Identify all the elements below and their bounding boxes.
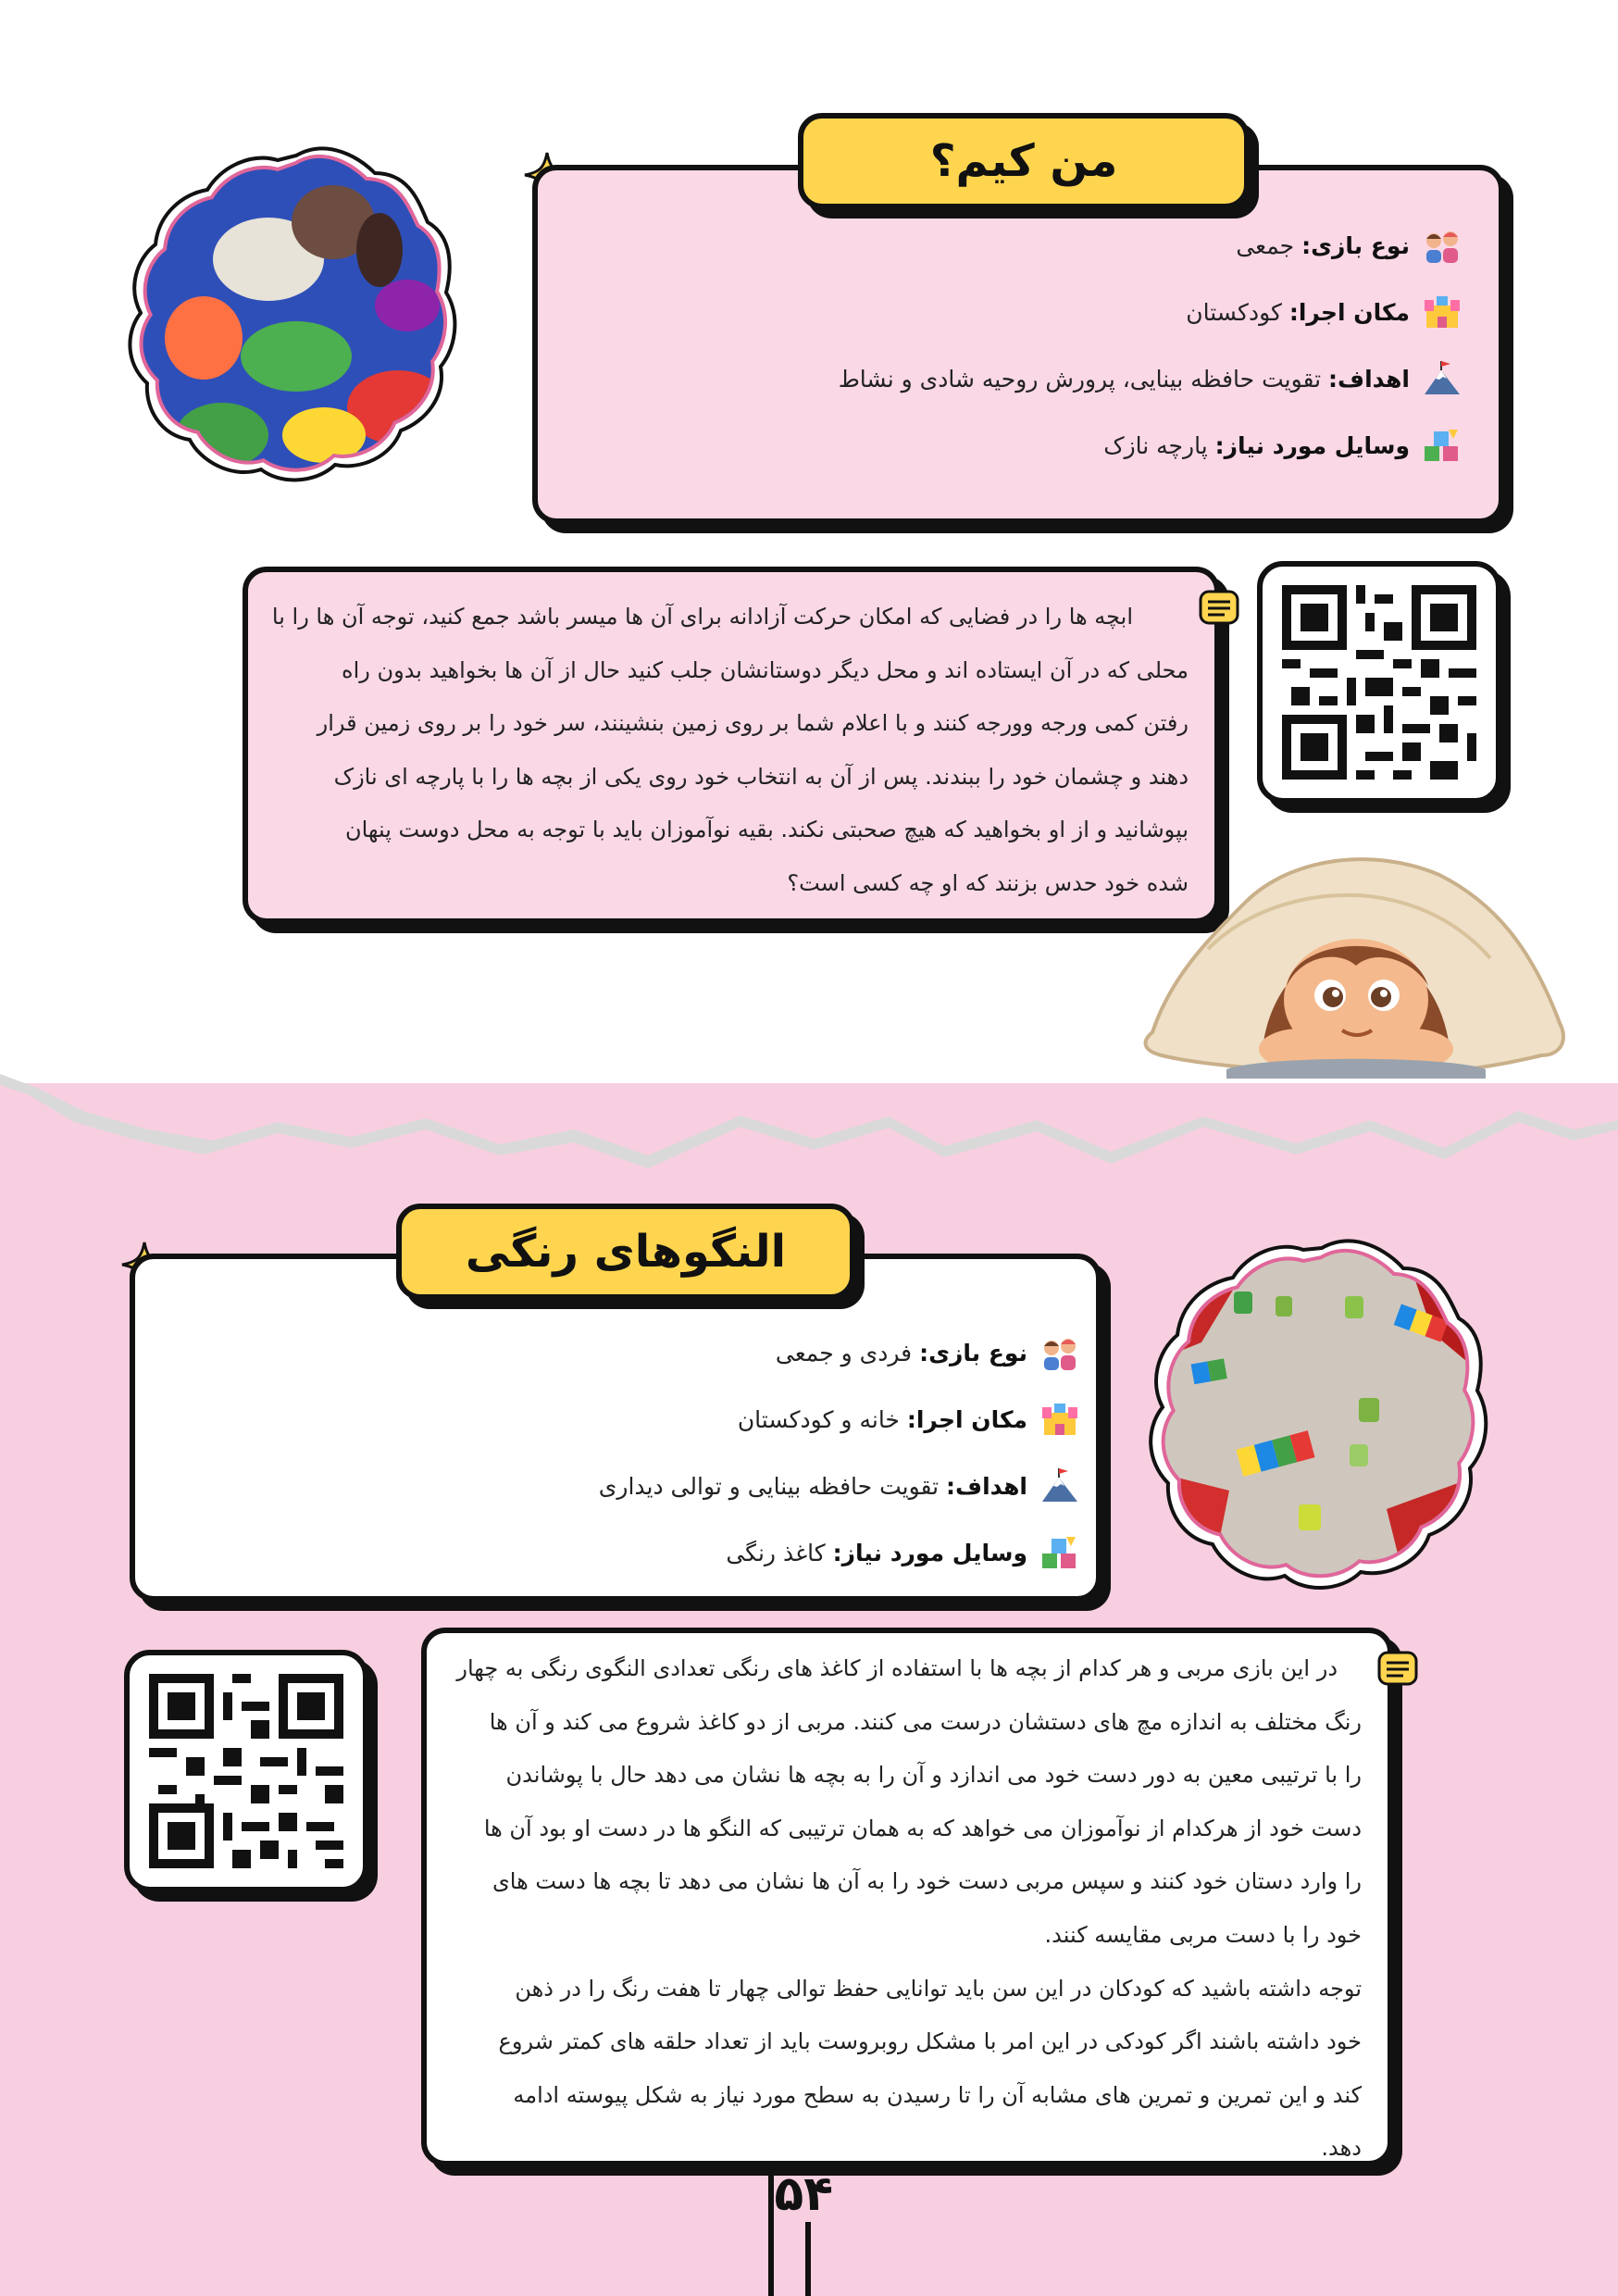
game2-desc-line: خود داشته باشند اگر کودکی در این امر با مشکل روبروست باید از تعداد حلقه های کمتر شروع [498, 2028, 1362, 2055]
game1-title: من کیم؟ [798, 113, 1250, 209]
game1-row-place [1186, 293, 1462, 331]
game2-description-card [421, 1628, 1393, 2166]
game2-row-tools [726, 1533, 1079, 1572]
game2-desc-line: خود را با دست مربی مقایسه کنند. [1044, 1921, 1362, 1948]
mountain-flag-icon [1040, 1466, 1079, 1505]
game2-desc-line: رنگ مختلف به اندازه مچ های دستشان درست می کنند. مربی از دو کاغذ شروع می کند و آن ها [489, 1708, 1362, 1735]
game2-desc-line: در این بازی مربی و هر کدام از بچه ها با استفاده از کاغذ های رنگی تعدادی النگوی رنگی به چهار [456, 1655, 1338, 1681]
game2-desc-line: دست خود از هرکدام از نوآموزان می خواهد که به همان ترتیبی که النگو ها در دست او بود آن ها [483, 1815, 1362, 1841]
child-under-blanket-illustration [1134, 847, 1574, 1088]
game2-info-card [130, 1254, 1101, 1602]
castle-icon [1423, 293, 1462, 331]
game2-row-goals [599, 1466, 1079, 1505]
game1-description [263, 591, 1189, 911]
game1-info-list [721, 226, 1462, 504]
toy-blocks-icon [1423, 426, 1462, 465]
page-number-line-right [805, 2222, 811, 2296]
game2-description [436, 1642, 1362, 2176]
game1-desc-line: رفتن کمی ورجه وورجه کنند و با اعلام شما بر روی زمین بنشینند، سر خود را بر روی زمین قرار [317, 710, 1189, 737]
notepad-icon [1376, 1650, 1419, 1687]
game1-info-card [532, 165, 1504, 524]
game2-desc-line: توجه داشته باشید که کودکان در این سن باید توانایی حفظ توالی چهار تا هفت رنگ را در ذهن [515, 1975, 1362, 2002]
game1-type-text: نوع بازی: جمعی [1236, 231, 1410, 259]
game2-photo [1127, 1231, 1516, 1602]
game2-desc-line: دهد. [1321, 2135, 1362, 2162]
game2-tools-text: وسایل مورد نیاز: کاغذ رنگی [726, 1539, 1027, 1566]
page-number-line-left [768, 2166, 774, 2296]
game1-goals-text: اهداف: تقویت حافظه بینایی، پرورش روحیه شادی و نشاط [838, 365, 1410, 393]
toy-blocks-icon [1040, 1533, 1079, 1572]
game2-desc-line: کند و این تمرین و تمرین های مشابه آن را تا رسیدن به سطح مورد نیاز به شکل پیوسته ادامه [513, 2081, 1362, 2108]
game2-row-type [776, 1333, 1079, 1372]
game2-desc-line: را با ترتیبی معین به دور دست خود می اندازد و آن را به بچه ها نشان می دهد حال با پوشاندن [505, 1762, 1362, 1789]
game1-row-tools [1103, 426, 1462, 465]
game2-type-text: نوع بازی: فردی و جمعی [775, 1339, 1027, 1366]
game1-desc-line: دهند و چشمان خود را ببندند. پس از آن به انتخاب خود روی یکی از بچه ها را با پارچه ای نازک [333, 763, 1189, 790]
qr-pattern [148, 1674, 344, 1868]
page-number: ۵۴ [774, 2166, 833, 2222]
game2-qr-code[interactable] [124, 1650, 368, 1892]
qr-pattern [1281, 585, 1477, 780]
game1-row-goals [839, 359, 1462, 398]
game1-desc-line: شده خود حدس بزنند که او چه کسی است؟ [787, 869, 1189, 896]
mountain-flag-icon [1423, 359, 1462, 398]
game1-desc-line: محلی که در آن ایستاده اند و محل دیگر دوستانشان جلب کنید حال از آن ها بخواهید بدون راه [342, 656, 1189, 683]
game1-description-card [243, 567, 1220, 924]
game1-tools-text: وسایل مورد نیاز: پارچه نازک [1103, 431, 1410, 459]
game2-desc-line: را وارد دستان خود کنند و سپس مربی دست خود را به آن ها نشان می دهد تا بچه ها دست های [492, 1868, 1362, 1895]
kids-group-icon [1040, 1333, 1079, 1372]
game2-row-place [738, 1400, 1079, 1439]
game2-title: النگوهای رنگی [396, 1204, 855, 1300]
game2-place-text: مکان اجرا: خانه و کودکستان [737, 1405, 1027, 1433]
game1-qr-code[interactable] [1257, 561, 1501, 804]
kids-group-icon [1423, 226, 1462, 265]
castle-icon [1040, 1400, 1079, 1439]
game1-row-type [1236, 226, 1462, 265]
game1-desc-line: بپوشانید و از او بخواهید که هیچ صحبتی نکند. بقیه نوآموزان باید با توجه به محل دوست پنهان [344, 817, 1189, 843]
game2-info-list [339, 1333, 1079, 1592]
game1-photo [102, 139, 491, 491]
game1-desc-line: ابچه ها را در فضایی که امکان حرکت آزادانه برای آن ها میسر باشد جمع کنید، توجه آن ها را با [271, 604, 1133, 630]
game1-place-text: مکان اجرا: کودکستان [1186, 298, 1410, 326]
notepad-icon [1198, 589, 1240, 626]
game2-goals-text: اهداف: تقویت حافظه بینایی و توالی دیداری [598, 1472, 1027, 1500]
